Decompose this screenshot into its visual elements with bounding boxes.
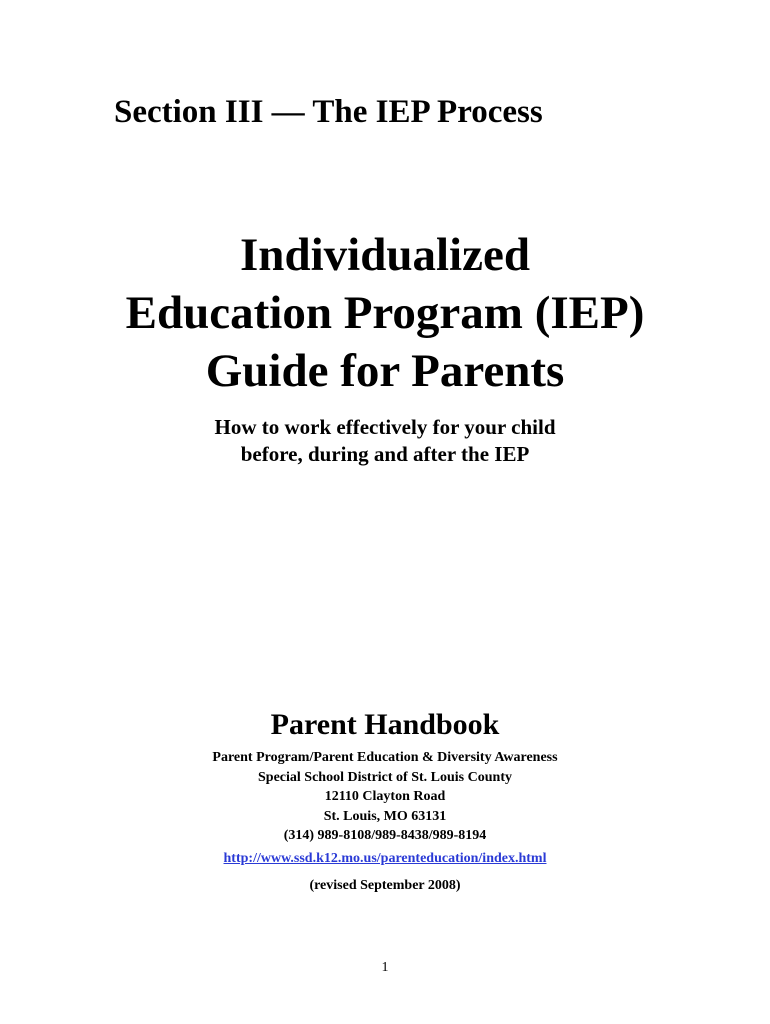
website-link[interactable]: http://www.ssd.k12.mo.us/parenteducation/index.html: [223, 850, 547, 866]
document-title: [0, 226, 770, 400]
title-line-3: Guide for Parents: [205, 345, 565, 397]
district-name: Special School District of St. Louis County: [258, 769, 512, 785]
street-address: 12110 Clayton Road: [324, 789, 446, 804]
document-subtitle: [0, 414, 770, 468]
page-number: 1: [381, 960, 389, 975]
section-heading: Section III — The IEP Process: [114, 94, 543, 130]
revision-note: (revised September 2008): [309, 878, 461, 893]
subtitle-line-2: before, during and after the IEP: [240, 442, 530, 466]
city-address: St. Louis, MO 63131: [323, 808, 447, 824]
phone-numbers: (314) 989-8108/989-8438/989-8194: [283, 828, 487, 843]
program-name: Parent Program/Parent Education & Diversity Awareness: [212, 750, 558, 765]
title-line-2: Education Program (IEP): [125, 287, 645, 339]
subtitle-line-1: How to work effectively for your child: [214, 415, 556, 439]
handbook-info: [0, 706, 770, 870]
handbook-title: Parent Handbook: [270, 708, 500, 741]
title-line-1: Individualized: [240, 229, 530, 281]
